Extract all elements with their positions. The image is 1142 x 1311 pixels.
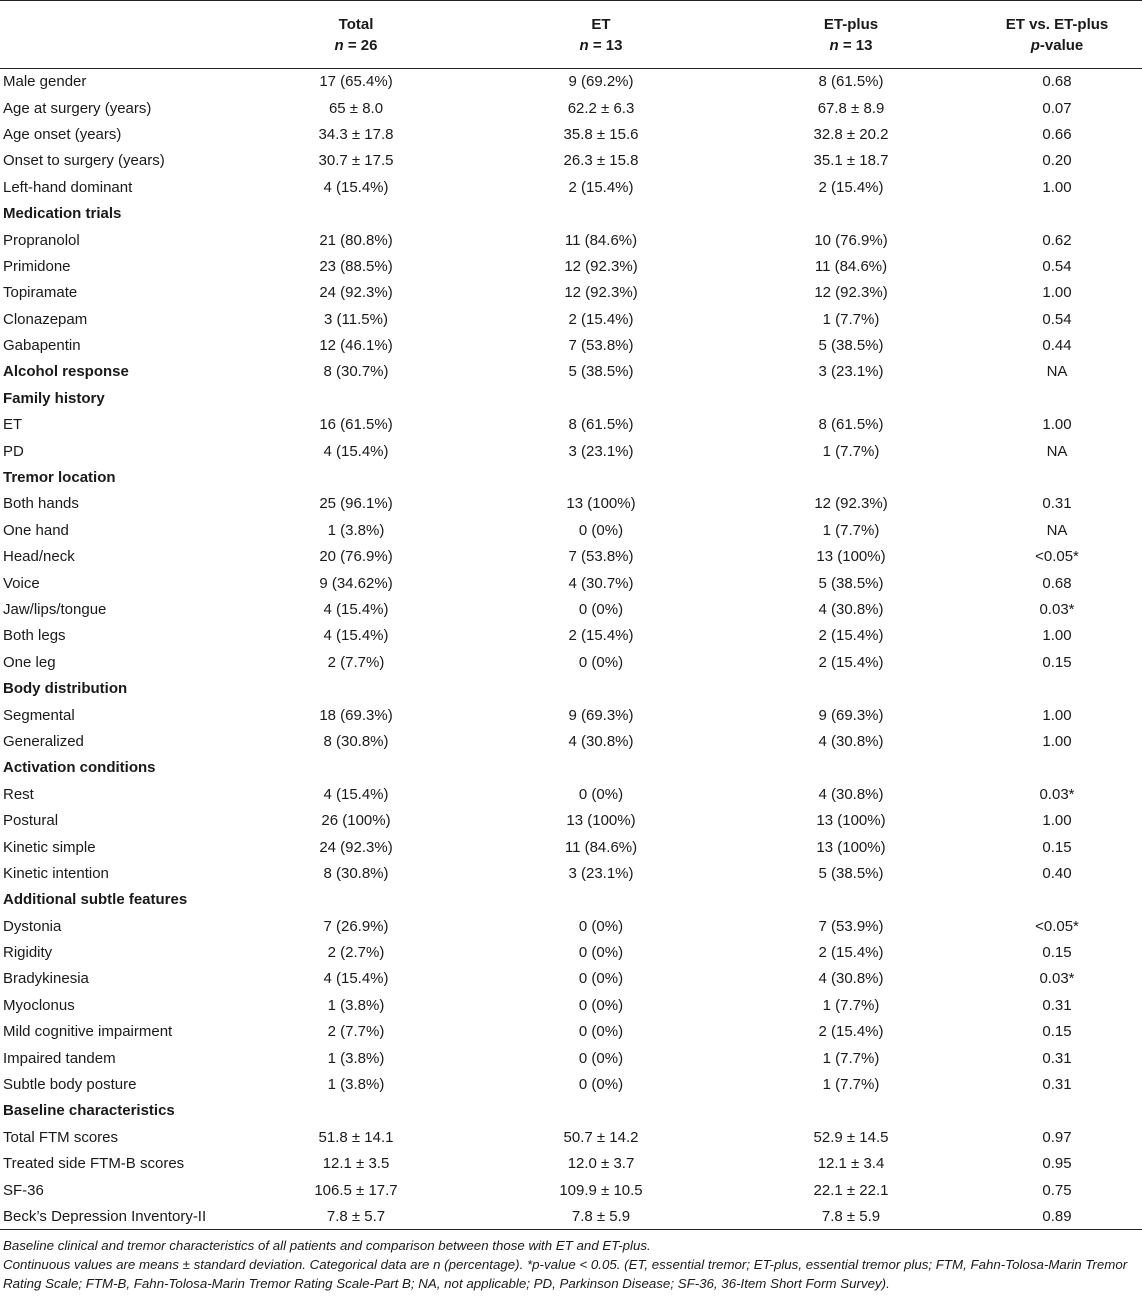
cell-etplus [730,464,972,490]
header-total [240,1,472,69]
cell-etplus: 11 (84.6%) [814,257,888,275]
cell-pvalue: 0.31 [1042,495,1072,513]
cell-total: 3 (11.5%) [324,310,388,328]
cell-et [472,675,730,701]
row-label: Segmental [3,706,75,724]
cell-etplus: 2 (15.4%) [818,178,884,196]
cell-pvalue [972,200,1142,226]
table-row [0,570,1142,596]
table-row [0,148,1142,174]
table-row [0,1203,1142,1229]
header-total-n-value: = 26 [343,36,378,54]
cell-etplus: 2 (15.4%) [818,627,884,645]
cell-etplus [730,200,972,226]
cell-pvalue: 1.00 [1042,812,1072,830]
cell-etplus [730,755,972,781]
row-label: One hand [3,521,69,539]
row-label: Male gender [3,73,87,91]
cell-total [240,1098,472,1124]
cell-et: 0 (0%) [578,653,624,671]
table-row [0,1019,1142,1045]
cell-pvalue: NA [1046,521,1068,539]
cell-etplus: 1 (7.7%) [822,1076,880,1094]
cell-total: 4 (15.4%) [323,627,389,645]
cell-total: 4 (15.4%) [323,785,389,803]
cell-et [472,887,730,913]
cell-etplus: 12 (92.3%) [814,495,888,513]
cell-et: 4 (30.8%) [568,732,634,750]
row-label: Total FTM scores [3,1128,119,1146]
cell-et: 9 (69.2%) [568,73,634,91]
header-etplus [730,1,972,69]
cell-total [240,887,472,913]
cell-etplus: 1 (7.7%) [822,310,880,328]
cell-etplus: 9 (69.3%) [818,706,884,724]
cell-etplus: 22.1 ± 22.1 [813,1181,889,1199]
row-label: ET [3,416,23,434]
row-label: SF-36 [3,1181,44,1199]
cell-etplus: 4 (30.8%) [818,785,884,803]
cell-etplus: 1 (7.7%) [822,1049,880,1067]
cell-etplus: 2 (15.4%) [818,1023,884,1041]
header-total-n-label: n [334,36,344,54]
cell-pvalue [972,887,1142,913]
cell-et: 50.7 ± 14.2 [563,1128,639,1146]
cell-pvalue: 0.03* [1039,785,1075,803]
cell-etplus: 32.8 ± 20.2 [813,125,889,143]
cell-pvalue [972,1098,1142,1124]
cell-pvalue: 0.62 [1042,231,1072,249]
row-label: Onset to surgery (years) [3,152,165,170]
table-section-row [0,887,1142,913]
row-label: Generalized [3,732,84,750]
table-row [0,544,1142,570]
cell-pvalue: 0.40 [1042,864,1072,882]
cell-total [240,464,472,490]
cell-etplus: 1 (7.7%) [822,521,880,539]
cell-et: 5 (38.5%) [568,363,634,381]
cell-etplus: 8 (61.5%) [818,73,884,91]
row-label: Kinetic intention [3,864,109,882]
cell-etplus [730,675,972,701]
cell-etplus: 4 (30.8%) [818,732,884,750]
cell-et: 0 (0%) [578,1049,624,1067]
header-pvalue [972,1,1142,69]
cell-et: 12 (92.3%) [564,257,638,275]
footnote-caption: Baseline clinical and tremor characteristics of all patients and comparison between those with ET and ET-plus. [3,1238,651,1254]
cell-etplus: 2 (15.4%) [818,944,884,962]
cell-etplus: 12.1 ± 3.4 [817,1155,885,1173]
cell-et: 2 (15.4%) [568,178,634,196]
cell-etplus: 13 (100%) [816,838,886,856]
cell-pvalue: 0.89 [972,1203,1142,1229]
table-row [0,517,1142,543]
cell-etplus: 13 (100%) [816,812,886,830]
cell-total: 18 (69.3%) [319,706,393,724]
cell-et: 62.2 ± 6.3 [567,99,635,117]
cell-total: 1 (3.8%) [327,996,385,1014]
cell-total: 21 (80.8%) [319,231,393,249]
cell-total: 2 (7.7%) [327,1023,385,1041]
row-label: Medication trials [3,205,122,223]
cell-total: 25 (96.1%) [319,495,393,513]
cell-total: 24 (92.3%) [319,284,393,302]
header-etplus-title: ET-plus [823,15,879,33]
table-row [0,227,1142,253]
footnote-abbreviations: Continuous values are means ± standard deviation. Categorical data are n (percentage). *p-value < 0.05. (ET, essential tremor; ET-plus, essential tremor plus; FTM, Fahn-Tolosa-Marin Tremor Rating Scale; FTM-B, Fahn-Tolosa-Marin Tremor Rating Scale-Part B; NA, not applicable; PD, Parkinson Disease; SF-36, 36-Item Short Form Survey). [3,1257,1128,1292]
cell-total: 8 (30.7%) [323,363,389,381]
header-row [0,1,1142,69]
row-label: Tremor location [3,469,116,487]
row-label: Impaired tandem [3,1049,116,1067]
cell-etplus: 67.8 ± 8.9 [817,99,885,117]
cell-et: 0 (0%) [578,944,624,962]
row-label: One leg [3,653,56,671]
cell-pvalue: 0.54 [1042,310,1072,328]
cell-total: 4 (15.4%) [323,970,389,988]
cell-total: 8 (30.8%) [323,864,389,882]
header-etplus-n [734,35,968,56]
table-row [0,1045,1142,1071]
row-label: PD [3,442,24,460]
cell-et: 11 (84.6%) [564,838,638,856]
table-row [0,992,1142,1018]
cell-pvalue [972,464,1142,490]
cell-total: 12.1 ± 3.5 [322,1155,390,1173]
cell-etplus: 1 (7.7%) [822,442,880,460]
table-row [0,280,1142,306]
table-section-row [0,385,1142,411]
cell-et: 0 (0%) [578,601,624,618]
table-row [0,860,1142,886]
row-label: Jaw/lips/tongue [3,601,107,618]
cell-et: 0 (0%) [578,917,624,935]
row-label: Gabapentin [3,337,81,355]
cell-total: 1 (3.8%) [327,1076,385,1094]
table-row [0,412,1142,438]
cell-et [472,1098,730,1124]
cell-et: 8 (61.5%) [568,416,634,434]
cell-pvalue: 0.66 [1042,125,1072,143]
cell-pvalue: 0.95 [1042,1155,1072,1173]
cell-pvalue: 0.15 [1042,653,1072,671]
cell-et: 9 (69.3%) [568,706,634,724]
table-row [0,95,1142,121]
cell-etplus: 12 (92.3%) [814,284,888,302]
cell-total: 9 (34.62%) [319,574,393,592]
cell-et [472,385,730,411]
cell-etplus: 52.9 ± 14.5 [813,1128,889,1146]
table-row [0,306,1142,332]
cell-etplus: 3 (23.1%) [818,363,884,381]
cell-etplus: 5 (38.5%) [818,574,884,592]
table-row [0,913,1142,939]
cell-total: 23 (88.5%) [319,257,393,275]
cell-pvalue: 0.15 [1042,838,1072,856]
row-label: Activation conditions [3,759,156,777]
table-header [0,1,1142,69]
cell-etplus: 35.1 ± 18.7 [813,152,889,170]
table-row [0,1071,1142,1097]
row-label: Body distribution [3,680,128,698]
header-pvalue-sub [976,35,1138,56]
cell-pvalue: 0.68 [1042,574,1072,592]
cell-et: 35.8 ± 15.6 [563,125,639,143]
row-label: Treated side FTM-B scores [3,1155,185,1173]
cell-pvalue: 0.15 [1042,944,1072,962]
cell-total: 7 (26.9%) [323,917,389,935]
table-row [0,1151,1142,1177]
row-label: Dystonia [3,917,62,935]
row-label: Both legs [3,627,66,645]
cell-et: 7 (53.8%) [568,548,634,566]
cell-et: 3 (23.1%) [568,442,634,460]
cell-pvalue: <0.05* [1035,917,1079,935]
row-label: Rest [3,785,34,803]
row-label: Primidone [3,257,71,275]
header-et-n-label: n [579,36,589,54]
cell-et: 7.8 ± 5.9 [472,1203,730,1229]
table-row [0,69,1142,95]
row-label: Voice [3,574,40,592]
cell-total: 4 (15.4%) [323,442,389,460]
table-row [0,596,1142,622]
table-footnote [0,1230,1142,1293]
cell-et: 0 (0%) [578,996,624,1014]
cell-pvalue: 0.97 [1042,1128,1072,1146]
cell-total: 106.5 ± 17.7 [314,1181,398,1199]
cell-total [240,200,472,226]
cell-et: 11 (84.6%) [564,231,638,249]
cell-pvalue: <0.05* [1035,548,1079,566]
cell-etplus: 7 (53.9%) [818,917,884,935]
cell-etplus: 4 (30.8%) [818,970,884,988]
row-label: Myoclonus [3,996,75,1014]
header-et [472,1,730,69]
cell-total [240,675,472,701]
cell-pvalue: 0.31 [1042,1076,1072,1094]
cell-pvalue: 0.44 [1042,337,1072,355]
cell-etplus [730,887,972,913]
row-label: Postural [3,812,59,830]
cell-et: 0 (0%) [578,521,624,539]
header-etplus-n-value: = 13 [838,36,873,54]
row-label: Mild cognitive impairment [3,1023,173,1041]
table-section-row [0,1098,1142,1124]
table-section-row [0,464,1142,490]
cell-et: 109.9 ± 10.5 [559,1181,643,1199]
row-label: Alcohol response [3,363,129,381]
cell-total: 65 ± 8.0 [328,99,384,117]
cell-pvalue: 0.68 [1042,73,1072,91]
header-pvalue-suffix: -value [1039,36,1084,54]
cell-total: 30.7 ± 17.5 [318,152,394,170]
table-row [0,623,1142,649]
table-row [0,1124,1142,1150]
table-section-row [0,675,1142,701]
header-et-n [476,35,726,56]
cell-pvalue [972,755,1142,781]
cell-pvalue: 1.00 [1042,706,1072,724]
header-total-n [244,35,468,56]
cell-et: 12.0 ± 3.7 [567,1155,635,1173]
row-label: Age at surgery (years) [3,99,152,117]
cell-et: 4 (30.7%) [568,574,634,592]
cell-etplus: 1 (7.7%) [822,996,880,1014]
cell-etplus: 8 (61.5%) [818,416,884,434]
header-pvalue-title: ET vs. ET-plus [1005,15,1109,33]
cell-etplus: 2 (15.4%) [818,653,884,671]
row-label: Subtle body posture [3,1076,137,1094]
table-section-row [0,755,1142,781]
cell-pvalue: NA [1046,442,1068,460]
table-row [0,834,1142,860]
cell-pvalue: 0.31 [1042,1049,1072,1067]
cell-pvalue: 0.03* [1039,601,1075,618]
cell-et: 13 (100%) [566,812,636,830]
table-row [0,649,1142,675]
table-row [0,174,1142,200]
cell-total: 12 (46.1%) [319,337,393,355]
row-label: Propranolol [3,231,80,249]
cell-etplus [730,1098,972,1124]
table-row [0,728,1142,754]
table-row [0,332,1142,358]
cell-et: 0 (0%) [578,1076,624,1094]
cell-total: 51.8 ± 14.1 [318,1128,394,1146]
cell-et: 13 (100%) [566,495,636,513]
header-et-n-value: = 13 [588,36,623,54]
cell-total: 1 (3.8%) [327,521,385,539]
table-row [0,491,1142,517]
row-label: Topiramate [3,284,78,302]
table-row [0,702,1142,728]
cell-pvalue: 1.00 [1042,284,1072,302]
row-label: Additional subtle features [3,891,188,909]
cell-et: 0 (0%) [578,785,624,803]
cell-pvalue: 1.00 [1042,178,1072,196]
header-etplus-n-label: n [829,36,839,54]
cell-et: 3 (23.1%) [568,864,634,882]
table-row [0,253,1142,279]
header-et-title: ET [591,15,611,33]
table-row [0,121,1142,147]
cell-etplus: 5 (38.5%) [818,337,884,355]
table-row [0,939,1142,965]
cell-total [240,385,472,411]
cell-etplus: 10 (76.9%) [814,231,888,249]
cell-total: 17 (65.4%) [319,73,393,91]
row-label: Age onset (years) [3,125,122,143]
cell-pvalue: 0.31 [1042,996,1072,1014]
row-label: Head/neck [3,548,75,566]
cell-etplus: 7.8 ± 5.9 [730,1203,972,1229]
row-label: Kinetic simple [3,838,96,856]
row-label: Beck’s Depression Inventory-II [0,1203,240,1229]
header-total-title: Total [338,15,374,33]
cell-total: 4 (15.4%) [323,601,389,618]
cell-etplus: 4 (30.8%) [818,601,884,618]
cell-etplus: 5 (38.5%) [818,864,884,882]
cell-pvalue: 1.00 [1042,416,1072,434]
cell-total: 2 (2.7%) [327,944,385,962]
table-body [0,69,1142,1230]
cell-et: 2 (15.4%) [568,627,634,645]
cell-et: 7 (53.8%) [568,337,634,355]
cell-total: 7.8 ± 5.7 [240,1203,472,1229]
row-label: Rigidity [3,944,53,962]
cell-total [240,755,472,781]
cell-pvalue: 1.00 [1042,627,1072,645]
cell-total: 2 (7.7%) [327,653,385,671]
row-label: Family history [3,389,105,407]
cell-pvalue: 0.20 [1042,152,1072,170]
cell-et: 0 (0%) [578,1023,624,1041]
table-section-row [0,359,1142,385]
cell-total: 20 (76.9%) [319,548,393,566]
table-section-row [0,200,1142,226]
cell-total: 1 (3.8%) [327,1049,385,1067]
cell-pvalue: 0.03* [1039,970,1075,988]
table-row [0,1177,1142,1203]
cell-pvalue: NA [1046,363,1068,381]
cell-etplus [730,385,972,411]
cell-et [472,200,730,226]
header-pvalue-p-label: p [1030,36,1040,54]
cell-et [472,464,730,490]
header-label-cell [0,1,240,69]
row-label: Left-hand dominant [3,178,133,196]
cell-etplus: 13 (100%) [816,548,886,566]
table-row [0,438,1142,464]
table-row [0,966,1142,992]
cell-total: 24 (92.3%) [319,838,393,856]
cell-et: 0 (0%) [578,970,624,988]
cell-et: 12 (92.3%) [564,284,638,302]
cell-pvalue: 0.07 [1042,99,1072,117]
row-label: Clonazepam [3,310,88,328]
row-label: Baseline characteristics [3,1102,175,1120]
table-row [0,807,1142,833]
row-label: Both hands [3,495,79,513]
cell-total: 4 (15.4%) [323,178,389,196]
cell-total: 26 (100%) [321,812,391,830]
cell-total: 16 (61.5%) [319,416,393,434]
table-row [0,781,1142,807]
cell-et: 2 (15.4%) [568,310,634,328]
cell-pvalue [972,385,1142,411]
cell-pvalue: 0.75 [1042,1181,1072,1199]
row-label: Bradykinesia [3,970,89,988]
cell-pvalue [972,675,1142,701]
cell-total: 34.3 ± 17.8 [318,125,394,143]
cell-total: 8 (30.8%) [323,732,389,750]
cell-et [472,755,730,781]
cell-pvalue: 1.00 [1042,732,1072,750]
cell-pvalue: 0.54 [1042,257,1072,275]
cell-et: 26.3 ± 15.8 [563,152,639,170]
cell-pvalue: 0.15 [1042,1023,1072,1041]
